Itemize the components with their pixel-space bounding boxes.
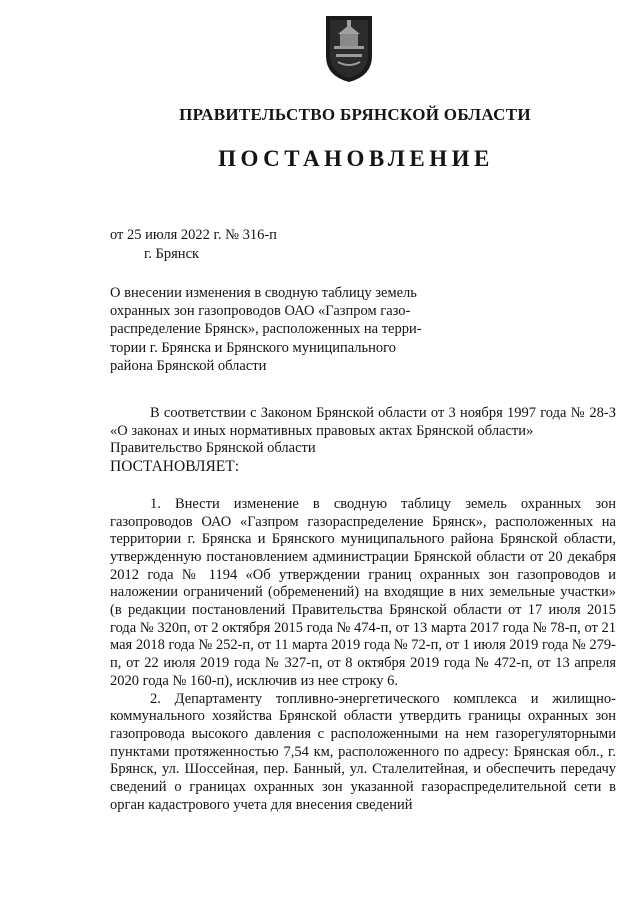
- paragraph-2: 2. Департаменту топливно-энергетического комплекса и жилищно-коммунального хозяйства Брянской области утвердить границы охранных зон газопровода высокого давления с расположенными на нем газорегуляторными пунктами протяженностью 7,54 км, расположенного по адресу: Брянская обл., г. Брянск, ул. Шоссейная, пер. Банный, ул. Сталелитейная, и обеспечить передачу сведений о границах охранных зон указанной газораспределительной сети в орган кадастрового учета для внесения сведений: [110, 690, 616, 813]
- document-type-title: ПОСТАНОВЛЕНИЕ: [218, 146, 494, 171]
- document-subject: [110, 284, 450, 375]
- document-body: [110, 405, 616, 814]
- subject-line: О внесении изменения в сводную таблицу земель: [110, 285, 417, 301]
- organization-name: ПРАВИТЕЛЬСТВО БРЯНСКОЙ ОБЛАСТИ: [179, 105, 531, 124]
- document-date: 25 июля 2022 г.: [127, 227, 222, 243]
- subject-line: распределение Брянск», расположенных на терри-: [110, 321, 422, 338]
- subject-line: района Брянской области: [110, 357, 267, 374]
- city: г. Брянск: [144, 246, 200, 262]
- document-number: 316-п: [242, 227, 277, 243]
- date-prefix: от: [110, 227, 124, 243]
- date-line: [110, 226, 277, 244]
- subject-line: тории г. Брянска и Брянского муниципального: [110, 339, 397, 356]
- coat-of-arms-icon: [322, 12, 376, 84]
- number-sign: №: [225, 227, 239, 243]
- subject-line: охранных зон газопроводов ОАО «Газпром газо-: [110, 303, 411, 320]
- authority-line: Правительство Брянской области: [110, 440, 316, 457]
- preamble-paragraph: В соответствии с Законом Брянской области от 3 ноября 1997 года № 28-З «О законах и иных нормативных правовых актах Брянской области»: [110, 405, 616, 439]
- paragraph-1: 1. Внести изменение в сводную таблицу земель охранных зон газопроводов ОАО «Газпром газораспределение Брянск», расположенных на территории г. Брянска и Брянского муниципального района Брянской области, утвержденную постановлением администрации Брянской области от 20 декабря 2012 года № 1194 «Об утверждении границ охранных зон газопроводов и наложении ограничений (обременений) на входящие в них земельные участки» (в редакции постановлений Правительства Брянской области от 17 июля 2015 года № 320п, от 2 октября 2015 года № 474-п, от 13 марта 2017 года № 78-п, от 21 мая 2018 года № 252-п, от 11 марта 2019 года № 72-п, от 1 июля 2019 года № 279-п, от 22 июля 2019 года № 327-п, от 8 октября 2019 года № 472-п, от 13 апреля 2020 года № 160-п), исключив из нее строку 6.: [110, 495, 616, 689]
- decree-word: ПОСТАНОВЛЯЕТ:: [110, 458, 240, 476]
